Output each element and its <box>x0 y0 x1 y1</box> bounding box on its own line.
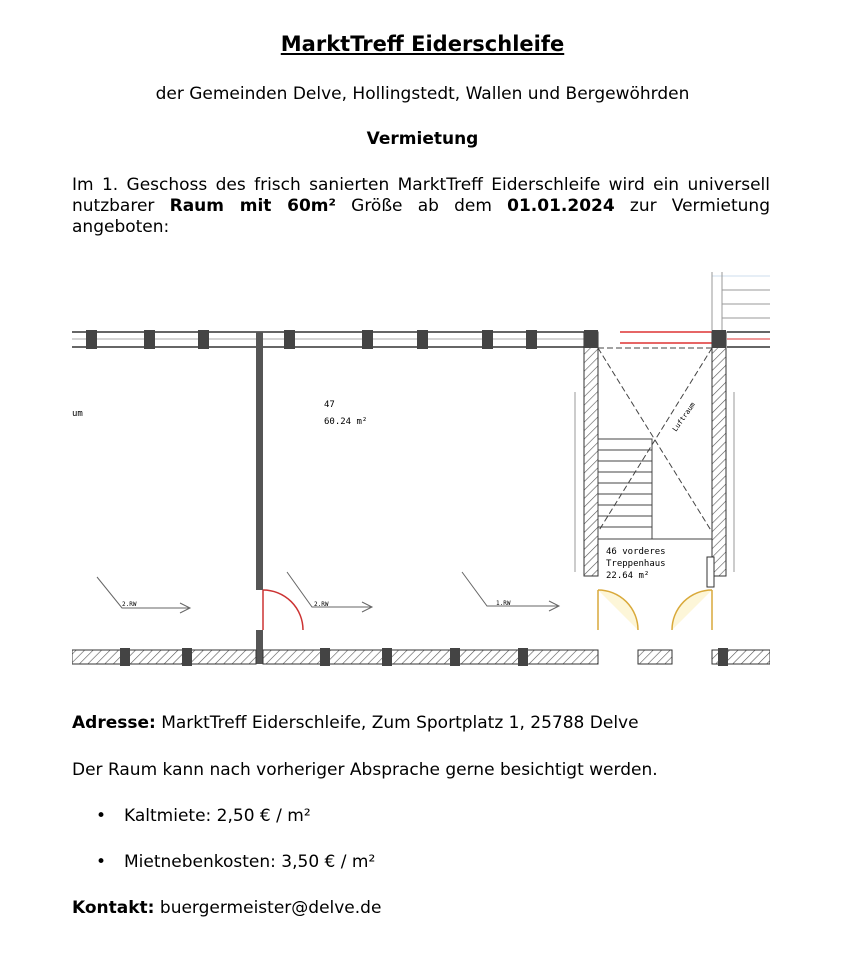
outer-stair-outline <box>712 272 770 332</box>
available-date-highlight: 01.01.2024 <box>507 196 615 216</box>
page-title: MarktTreff Eiderschleife <box>280 32 565 56</box>
municipalities-subtitle: der Gemeinden Delve, Hollingstedt, Wallen und Bergewöhrden <box>155 84 690 104</box>
section-heading: Vermietung <box>366 129 479 149</box>
stairwell-label-1: 46 vorderes <box>606 547 666 557</box>
top-wall <box>72 330 770 349</box>
stairwell-wall-right <box>712 332 726 576</box>
intro-paragraph <box>72 175 770 238</box>
contact-line <box>72 898 381 918</box>
escape-route-label-2: 2.RW <box>314 601 329 608</box>
stairwell-column-right <box>712 330 726 348</box>
contact-label: Kontakt: <box>72 898 155 918</box>
stairwell-area: 22.64 m² <box>606 571 650 581</box>
contact-email[interactable]: buergermeister@delve.de <box>154 898 382 918</box>
door-swing-room <box>263 590 303 630</box>
door-swing-stair-left <box>598 590 638 630</box>
room-size-highlight: Raum mit 60m² <box>169 196 336 216</box>
partition-wall-upper <box>256 332 263 590</box>
staircase <box>598 439 712 539</box>
stairwell-column-left <box>584 330 598 348</box>
floor-plan <box>72 272 770 672</box>
stairwell-label-2: Treppenhaus <box>606 559 666 569</box>
intro-text-2: Größe ab dem <box>335 196 508 216</box>
escape-route-label-1: 2.RW <box>122 601 137 608</box>
air-space <box>598 348 712 532</box>
bottom-wall <box>72 648 770 666</box>
room-area: 60.24 m² <box>324 417 368 427</box>
airspace-label: Luftraum <box>671 400 697 434</box>
stairwell-wall-left <box>584 332 598 576</box>
address-line <box>72 713 639 733</box>
escape-route-label-3: 1.RW <box>496 600 511 607</box>
room-number: 47 <box>324 400 335 410</box>
cost-item-cold-rent: • Kaltmiete: 2,50 € / m² <box>96 806 375 852</box>
intro-text-3: zur Vermietung angeboten: <box>72 196 770 237</box>
cost-item-ancillary: • Mietnebenkosten: 3,50 € / m² <box>96 852 375 898</box>
door-swing-stair-right <box>672 590 712 630</box>
address-label: Adresse: <box>72 713 156 733</box>
address-value: MarktTreff Eiderschleife, Zum Sportplatz 1, 25788 Delve <box>155 713 639 733</box>
intro-text-1: Im 1. Geschoss des frisch sanierten MarktTreff Eiderschleife wird ein universell nutzbarer <box>72 175 770 216</box>
viewing-note: Der Raum kann nach vorheriger Absprache gerne besichtigt werden. <box>72 760 658 780</box>
cost-list <box>96 806 375 898</box>
partition-wall-lower <box>256 630 263 664</box>
left-room-label: um <box>72 409 83 419</box>
